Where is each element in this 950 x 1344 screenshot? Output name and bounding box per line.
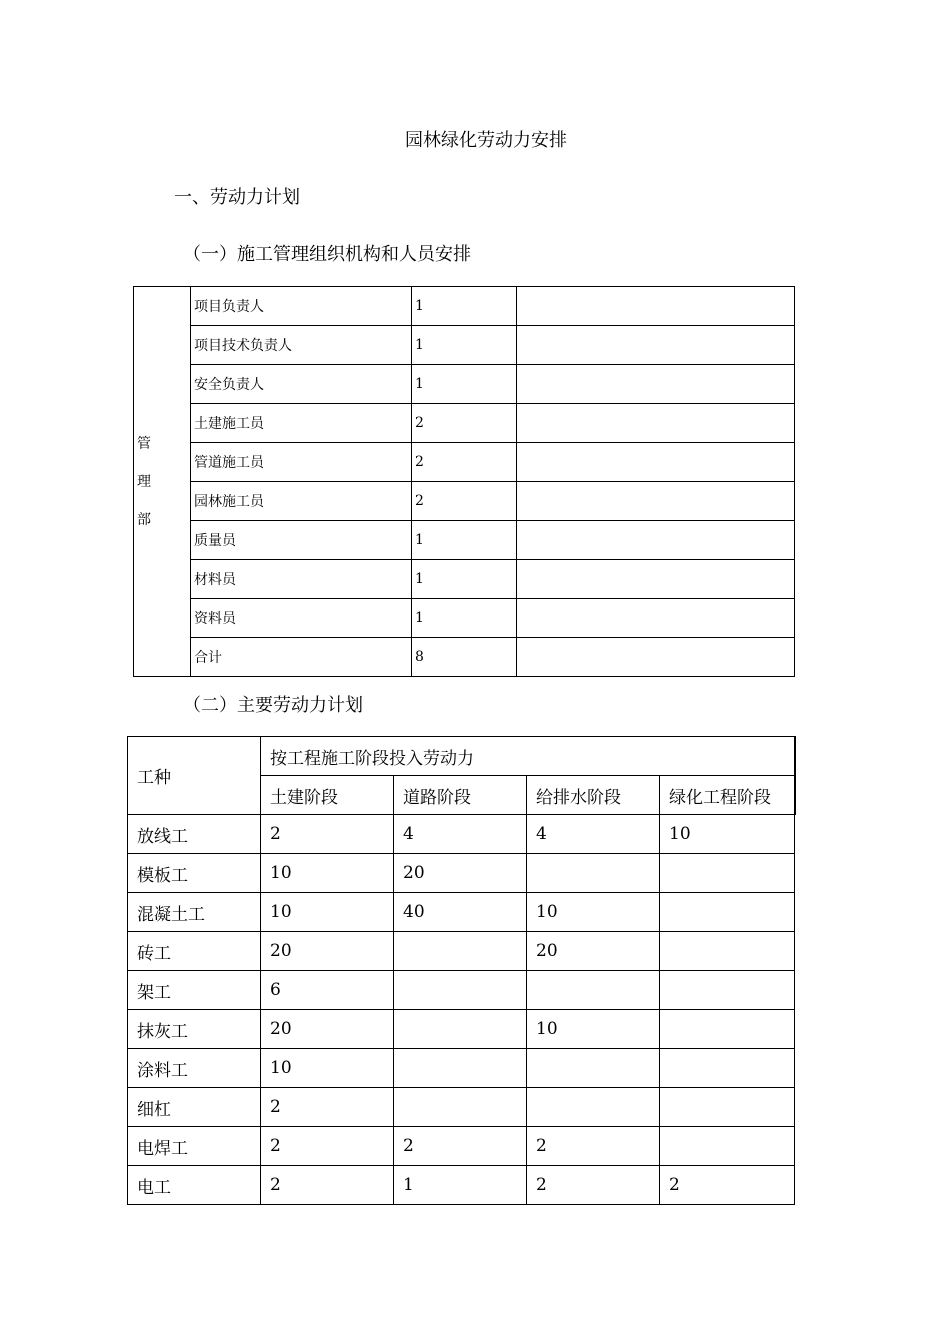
department-cell [134, 287, 191, 677]
count-cell: 1 [412, 521, 517, 560]
labor-value-cell: 10 [261, 1049, 394, 1088]
note-cell [517, 560, 795, 599]
header-stage: 绿化工程阶段 [660, 776, 795, 815]
labor-value-cell: 20 [527, 932, 660, 971]
labor-row [128, 1049, 795, 1088]
management-row [134, 521, 795, 560]
trade-cell: 砖工 [128, 932, 261, 971]
labor-value-cell [660, 1088, 795, 1127]
count-cell: 2 [412, 404, 517, 443]
note-cell [517, 482, 795, 521]
note-cell [517, 599, 795, 638]
labor-value-cell: 2 [527, 1127, 660, 1166]
labor-value-cell: 10 [660, 815, 795, 854]
role-cell: 质量员 [191, 521, 412, 560]
labor-row [128, 1010, 795, 1049]
header-stage: 道路阶段 [394, 776, 527, 815]
count-cell: 1 [412, 326, 517, 365]
labor-value-cell [527, 971, 660, 1010]
count-cell: 8 [412, 638, 517, 677]
header-stage: 给排水阶段 [527, 776, 660, 815]
trade-cell: 电焊工 [128, 1127, 261, 1166]
note-cell [517, 638, 795, 677]
labor-row [128, 815, 795, 854]
labor-row [128, 971, 795, 1010]
count-cell: 1 [412, 365, 517, 404]
role-cell: 管道施工员 [191, 443, 412, 482]
count-cell: 1 [412, 560, 517, 599]
count-cell: 1 [412, 287, 517, 326]
labor-value-cell: 4 [527, 815, 660, 854]
labor-value-cell [394, 932, 527, 971]
labor-row [128, 854, 795, 893]
role-cell: 土建施工员 [191, 404, 412, 443]
labor-value-cell [660, 1127, 795, 1166]
management-row [134, 404, 795, 443]
trade-cell: 涂料工 [128, 1049, 261, 1088]
labor-value-cell [660, 971, 795, 1010]
labor-value-cell [660, 1049, 795, 1088]
labor-value-cell: 2 [527, 1166, 660, 1205]
trade-cell: 电工 [128, 1166, 261, 1205]
role-cell: 项目技术负责人 [191, 326, 412, 365]
labor-value-cell [527, 1049, 660, 1088]
labor-value-cell: 2 [660, 1166, 795, 1205]
note-cell [517, 521, 795, 560]
trade-cell: 抹灰工 [128, 1010, 261, 1049]
labor-value-cell [394, 1088, 527, 1127]
labor-value-cell: 10 [527, 893, 660, 932]
labor-value-cell: 2 [261, 1166, 394, 1205]
management-table [133, 286, 795, 677]
management-row [134, 599, 795, 638]
role-cell: 园林施工员 [191, 482, 412, 521]
labor-value-cell [660, 932, 795, 971]
labor-plan-table [127, 736, 796, 1205]
labor-value-cell: 40 [394, 893, 527, 932]
labor-row [128, 932, 795, 971]
management-row [134, 365, 795, 404]
labor-row [128, 1088, 795, 1127]
labor-value-cell: 20 [394, 854, 527, 893]
labor-value-cell [527, 854, 660, 893]
note-cell [517, 326, 795, 365]
document-title: 园林绿化劳动力安排 [405, 130, 567, 151]
management-row [134, 287, 795, 326]
labor-value-cell: 10 [261, 893, 394, 932]
management-row [134, 326, 795, 365]
labor-value-cell: 20 [261, 932, 394, 971]
labor-value-cell: 2 [261, 1127, 394, 1166]
header-trade: 工种 [128, 737, 261, 815]
note-cell [517, 365, 795, 404]
department-char: 部 [137, 511, 151, 528]
management-row [134, 560, 795, 599]
labor-value-cell [394, 1049, 527, 1088]
labor-row [128, 1127, 795, 1166]
labor-value-cell [394, 1010, 527, 1049]
labor-value-cell [660, 854, 795, 893]
role-cell: 合计 [191, 638, 412, 677]
labor-value-cell [527, 1088, 660, 1127]
management-row [134, 443, 795, 482]
labor-value-cell: 10 [261, 854, 394, 893]
role-cell: 安全负责人 [191, 365, 412, 404]
count-cell: 1 [412, 599, 517, 638]
note-cell [517, 287, 795, 326]
labor-value-cell: 2 [261, 1088, 394, 1127]
count-cell: 2 [412, 482, 517, 521]
section-heading-labor-plan: 一、劳动力计划 [174, 187, 300, 208]
note-cell [517, 404, 795, 443]
header-stage-group: 按工程施工阶段投入劳动力 [261, 737, 795, 776]
subsection-heading-management: （一）施工管理组织机构和人员安排 [183, 244, 471, 265]
labor-value-cell: 10 [527, 1010, 660, 1049]
management-row [134, 482, 795, 521]
header-stage: 土建阶段 [261, 776, 394, 815]
labor-value-cell [660, 1010, 795, 1049]
role-cell: 项目负责人 [191, 287, 412, 326]
management-row [134, 638, 795, 677]
trade-cell: 放线工 [128, 815, 261, 854]
labor-value-cell: 2 [261, 815, 394, 854]
note-cell [517, 443, 795, 482]
trade-cell: 细杠 [128, 1088, 261, 1127]
labor-value-cell: 1 [394, 1166, 527, 1205]
labor-value-cell: 6 [261, 971, 394, 1010]
labor-value-cell: 4 [394, 815, 527, 854]
role-cell: 资料员 [191, 599, 412, 638]
department-char: 理 [137, 473, 151, 490]
role-cell: 材料员 [191, 560, 412, 599]
labor-value-cell [660, 893, 795, 932]
trade-cell: 模板工 [128, 854, 261, 893]
department-char: 管 [137, 435, 151, 452]
labor-value-cell: 20 [261, 1010, 394, 1049]
trade-cell: 架工 [128, 971, 261, 1010]
labor-header-row [128, 737, 795, 776]
count-cell: 2 [412, 443, 517, 482]
subsection-heading-main-labor: （二）主要劳动力计划 [183, 695, 363, 716]
labor-value-cell [394, 971, 527, 1010]
labor-row [128, 893, 795, 932]
trade-cell: 混凝土工 [128, 893, 261, 932]
labor-row [128, 1166, 795, 1205]
labor-value-cell: 2 [394, 1127, 527, 1166]
